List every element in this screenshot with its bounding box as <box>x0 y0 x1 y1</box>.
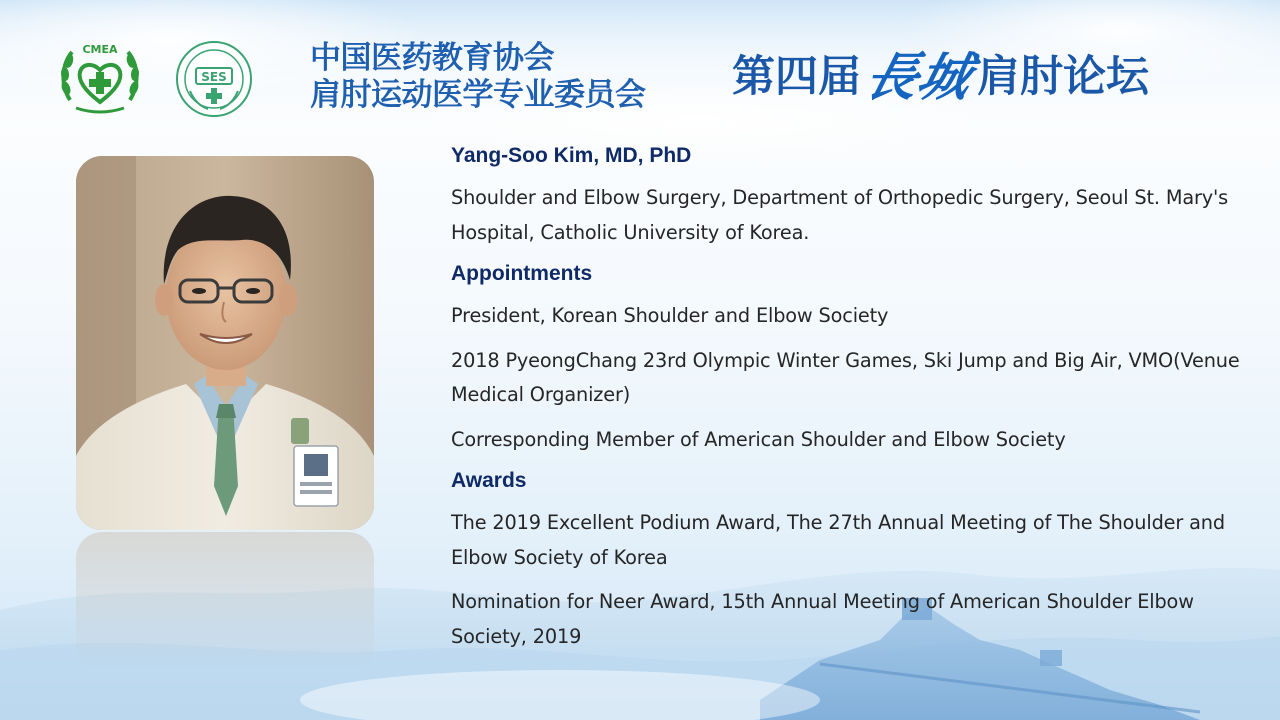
appointments-heading: Appointments <box>451 262 593 285</box>
forum-title <box>732 47 1150 108</box>
speaker-portrait-image <box>76 156 374 530</box>
appointment-item: President, Korean Shoulder and Elbow Society <box>451 304 889 327</box>
forum-title-prefix: 第四届 <box>732 52 861 102</box>
organization-title <box>310 40 646 114</box>
forum-title-suffix: 肩肘论坛 <box>977 52 1150 102</box>
ses-logo <box>174 39 254 119</box>
organization-title-line1: 中国医药教育协会 <box>310 40 554 76</box>
speaker-bio <box>451 141 1261 654</box>
organization-title-line2: 肩肘运动医学专业委员会 <box>310 77 646 113</box>
speaker-name: Yang-Soo Kim, MD, PhD <box>451 144 692 167</box>
speaker-photo <box>76 156 374 530</box>
cmea-logo-text: CMEA <box>82 43 118 56</box>
appointment-item: Corresponding Member of American Shoulder and Elbow Society <box>451 427 1066 451</box>
forum-title-script: 長城 <box>858 47 978 108</box>
awards-heading: Awards <box>451 469 527 492</box>
cmea-logo <box>58 38 142 116</box>
award-item: Nomination for Neer Award, 15th Annual Meeting of American Shoulder Elbow Society, 2019 <box>451 590 1194 648</box>
award-item: The 2019 Excellent Podium Award, The 27th Annual Meeting of The Shoulder and Elbow Society of Korea <box>451 511 1225 569</box>
speaker-affiliation: Shoulder and Elbow Surgery, Department of Orthopedic Surgery, Seoul St. Mary's Hospital, Catholic University of Korea. <box>451 186 1229 244</box>
appointment-item: 2018 PyeongChang 23rd Olympic Winter Games, Ski Jump and Big Air, VMO(Venue Medical Organizer) <box>451 348 1240 406</box>
ses-logo-text: SES <box>201 70 227 84</box>
speaker-photo-reflection <box>76 532 374 672</box>
